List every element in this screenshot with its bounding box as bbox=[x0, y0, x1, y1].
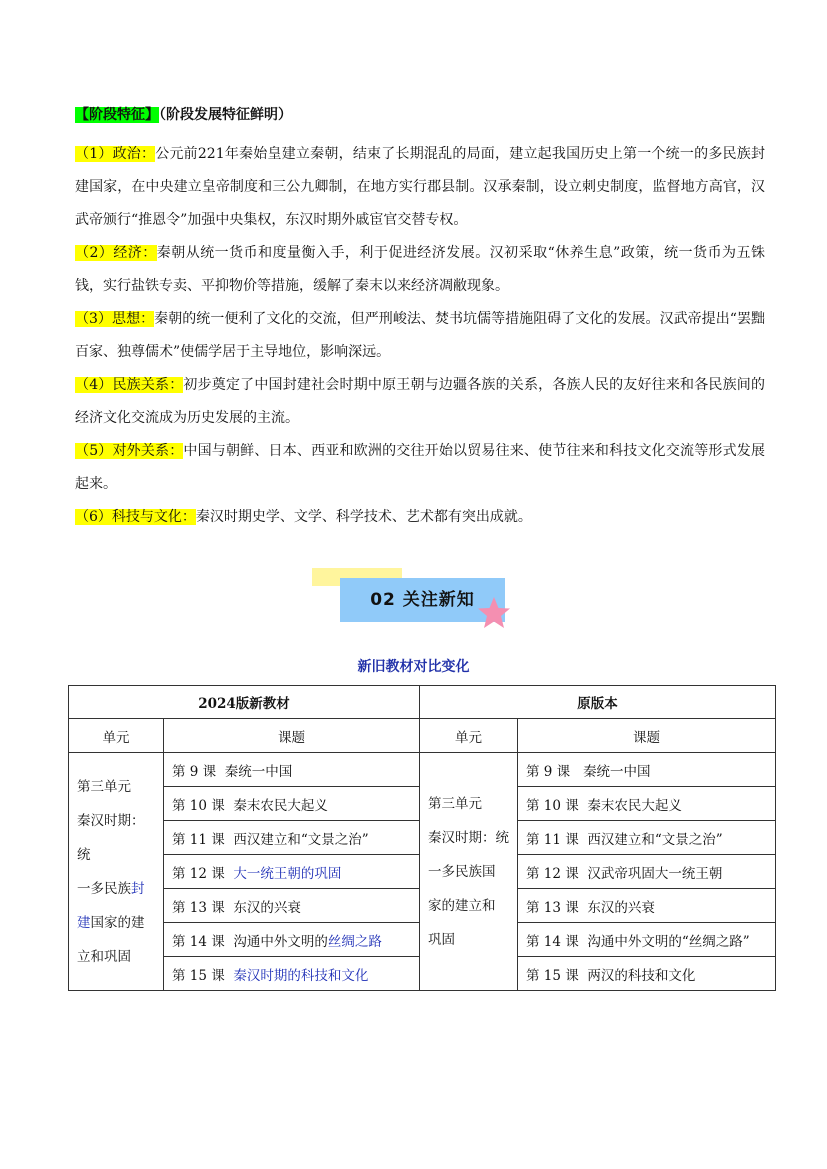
section-heading bbox=[75, 103, 292, 127]
stage-features-tag: 【阶段特征】 bbox=[75, 107, 159, 123]
table-subheader-row bbox=[69, 719, 776, 753]
feature-ethnic-relations: （4）民族关系：初步奠定了中国封建社会时期中原王朝与边疆各族的关系，各族人民的友好往来和各民族间的经济文化交流成为历史发展的主流。 bbox=[75, 377, 765, 426]
new-lesson-col-header: 课题 bbox=[164, 719, 420, 753]
new-lesson-cell: 第 9 课 秦统一中国 bbox=[164, 753, 420, 787]
old-lesson-cell: 第 10 课 秦末农民大起义 bbox=[518, 787, 776, 821]
feature-economy: （2）经济：秦朝从统一货币和度量衡入手，利于促进经济发展。汉初采取“休养生息”政策，统一货币为五铢钱，实行盐铁专卖、平抑物价等措施，缓解了秦末以来经济凋敝现象。 bbox=[75, 245, 765, 294]
comparison-title: 新旧教材对比变化 bbox=[357, 659, 470, 675]
new-lesson-cell: 第 15 课 秦汉时期的科技和文化 bbox=[164, 957, 420, 991]
feature-thought: （3）思想：秦朝的统一便利了文化的交流，但严刑峻法、焚书坑儒等措施阻碍了文化的发展。汉武帝提出“罢黜百家、独尊儒术”使儒学居于主导地位，影响深远。 bbox=[75, 311, 765, 360]
new-lesson-cell: 第 10 课 秦末农民大起义 bbox=[164, 787, 420, 821]
new-lesson-cell: 第 12 课 大一统王朝的巩固 bbox=[164, 855, 420, 889]
section-banner bbox=[312, 568, 512, 638]
stage-features-subtitle: （阶段发展特征鲜明） bbox=[159, 107, 292, 123]
feature-science-culture: （6）科技与文化：秦汉时期史学、文学、科学技术、艺术都有突出成就。 bbox=[75, 509, 532, 525]
feature-list bbox=[75, 138, 765, 534]
star-icon bbox=[476, 596, 512, 630]
feature-foreign-relations: （5）对外关系：中国与朝鲜、日本、西亚和欧洲的交往开始以贸易往来、使节往来和科技文化交流等形式发展起来。 bbox=[75, 443, 765, 492]
new-edition-header: 2024版新教材 bbox=[69, 686, 420, 719]
new-unit-col-header: 单元 bbox=[69, 719, 164, 753]
table-row bbox=[69, 753, 776, 787]
old-lesson-col-header: 课题 bbox=[518, 719, 776, 753]
table-header-row bbox=[69, 686, 776, 719]
new-lesson-cell: 第 14 课 沟通中外文明的丝绸之路 bbox=[164, 923, 420, 957]
comparison-table bbox=[68, 685, 776, 991]
old-lesson-cell: 第 11 课 西汉建立和“文景之治” bbox=[518, 821, 776, 855]
old-unit-cell: 第三单元 秦汉时期：统 一多民族国 家的建立和 巩固 bbox=[420, 753, 518, 991]
new-lesson-cell: 第 13 课 东汉的兴衰 bbox=[164, 889, 420, 923]
old-lesson-cell: 第 13 课 东汉的兴衰 bbox=[518, 889, 776, 923]
old-edition-header: 原版本 bbox=[420, 686, 776, 719]
old-lesson-cell: 第 12 课 汉武帝巩固大一统王朝 bbox=[518, 855, 776, 889]
new-lesson-cell: 第 11 课 西汉建立和“文景之治” bbox=[164, 821, 420, 855]
old-lesson-cell: 第 15 课 两汉的科技和文化 bbox=[518, 957, 776, 991]
old-lesson-cell: 第 9 课 秦统一中国 bbox=[518, 753, 776, 787]
old-lesson-cell: 第 14 课 沟通中外文明的“丝绸之路” bbox=[518, 923, 776, 957]
new-unit-cell: 第三单元 秦汉时期：统 一多民族封 建国家的建 立和巩固 bbox=[69, 753, 164, 991]
old-unit-col-header: 单元 bbox=[420, 719, 518, 753]
banner-title: 02 关注新知 bbox=[370, 590, 475, 610]
feature-politics: （1）政治：公元前221年秦始皇建立秦朝，结束了长期混乱的局面，建立起我国历史上第一个统一的多民族封建国家，在中央建立皇帝制度和三公九卿制，在地方实行郡县制。汉承秦制，设立刺史制度，监督地方高官，汉武帝颁行“推恩令”加强中央集权，东汉时期外戚宦官交替专权。 bbox=[75, 146, 765, 228]
